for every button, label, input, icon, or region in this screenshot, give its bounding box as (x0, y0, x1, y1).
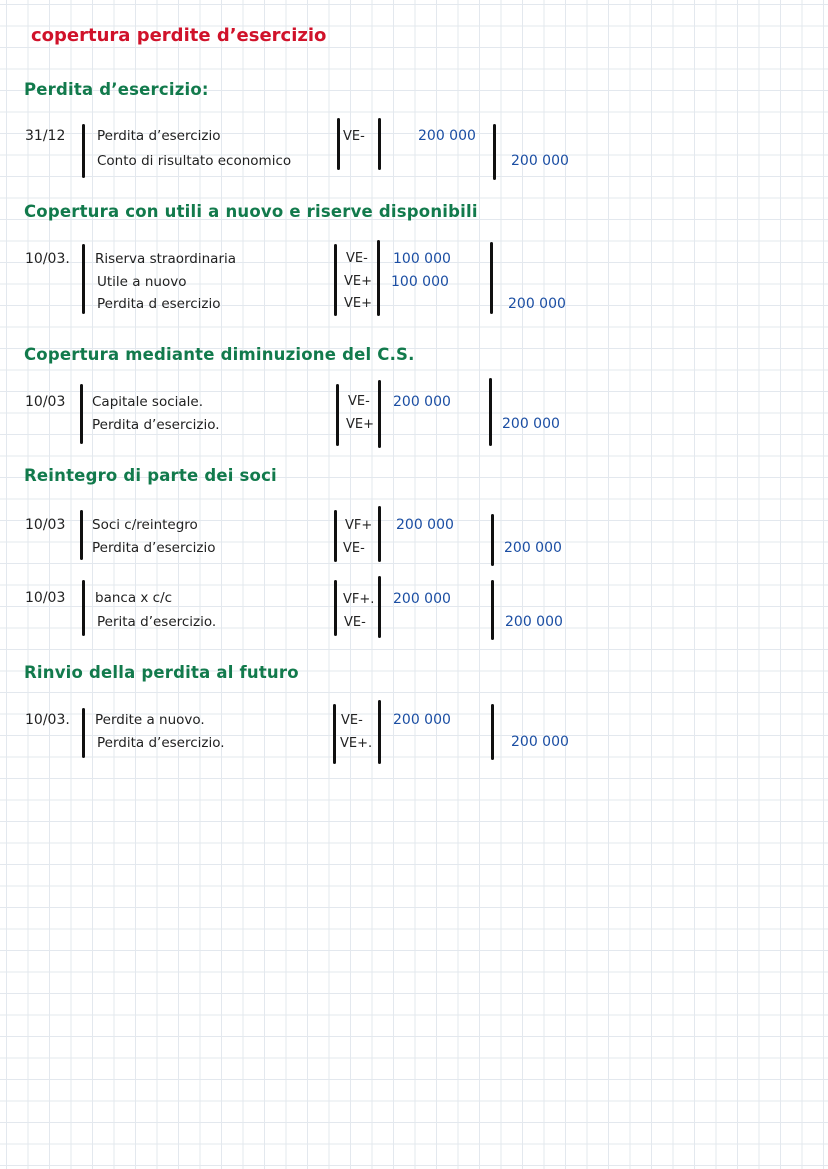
journal-divider (378, 506, 381, 562)
journal-divider (334, 580, 337, 636)
debit-amount: 100 000 (393, 251, 451, 267)
debit-amount: 200 000 (396, 517, 454, 533)
credit-amount: 200 000 (511, 734, 569, 750)
journal-divider (491, 580, 494, 640)
account-name: Perdite a nuovo. (95, 712, 205, 728)
entry-date: 10/03 (25, 590, 66, 606)
journal-divider (80, 510, 83, 560)
entry-date: 31/12 (25, 128, 66, 144)
credit-amount: 200 000 (511, 153, 569, 169)
journal-divider (489, 378, 492, 446)
journal-divider (82, 708, 85, 758)
variation-label: VE+. (340, 736, 373, 751)
variation-label: VE- (344, 615, 366, 630)
account-name: Perdita d’esercizio. (97, 735, 225, 751)
account-name: Perdita d’esercizio (97, 128, 221, 144)
journal-divider (80, 384, 83, 444)
account-name: Capitale sociale. (92, 394, 204, 410)
account-name: Perdita d’esercizio (92, 540, 216, 556)
journal-divider (491, 704, 494, 760)
account-name: Riserva straordinaria (95, 251, 237, 267)
entry-date: 10/03 (25, 517, 66, 533)
credit-amount: 200 000 (508, 296, 566, 312)
account-name: Soci c/reintegro (92, 517, 198, 533)
journal-divider (337, 118, 340, 170)
journal-divider (334, 244, 337, 316)
account-name: Perdita d’esercizio. (92, 417, 220, 433)
variation-label: VE+ (346, 417, 374, 432)
account-name: Conto di risultato economico (97, 153, 292, 169)
journal-divider (378, 576, 381, 638)
debit-amount: 100 000 (391, 274, 449, 290)
credit-amount: 200 000 (502, 416, 560, 432)
credit-amount: 200 000 (504, 540, 562, 556)
section-heading: Copertura mediante diminuzione del C.S. (24, 345, 415, 364)
variation-label: VE- (343, 129, 365, 144)
variation-label: VF+. (343, 592, 375, 607)
variation-label: VE- (346, 251, 368, 266)
journal-divider (336, 384, 339, 446)
journal-divider (491, 514, 494, 566)
variation-label: VE- (343, 541, 365, 556)
entry-date: 10/03. (25, 712, 70, 728)
journal-divider (493, 124, 496, 180)
journal-divider (82, 580, 85, 636)
journal-divider (82, 244, 85, 314)
account-name: Perita d’esercizio. (97, 614, 217, 630)
debit-amount: 200 000 (418, 128, 476, 144)
debit-amount: 200 000 (393, 712, 451, 728)
account-name: banca x c/c (95, 590, 173, 606)
credit-amount: 200 000 (505, 614, 563, 630)
section-heading: Reintegro di parte dei soci (24, 466, 277, 485)
journal-divider (334, 510, 337, 562)
variation-label: VF+ (345, 518, 373, 533)
entry-date: 10/03 (25, 394, 66, 410)
entry-date: 10/03. (25, 251, 70, 267)
journal-divider (333, 704, 336, 764)
section-heading: Rinvio della perdita al futuro (24, 663, 299, 682)
debit-amount: 200 000 (393, 394, 451, 410)
variation-label: VE+ (344, 296, 372, 311)
journal-divider (490, 242, 493, 314)
journal-divider (378, 380, 381, 448)
journal-divider (378, 700, 381, 764)
journal-divider (82, 124, 85, 178)
debit-amount: 200 000 (393, 591, 451, 607)
variation-label: VE- (341, 713, 363, 728)
section-heading: Perdita d’esercizio: (24, 80, 209, 99)
variation-label: VE+ (344, 274, 372, 289)
account-name: Perdita d esercizio (97, 296, 221, 312)
section-heading: Copertura con utili a nuovo e riserve disponibili (24, 202, 478, 221)
journal-divider (378, 118, 381, 170)
journal-divider (377, 240, 380, 316)
variation-label: VE- (348, 394, 370, 409)
page-title: copertura perdite d’esercizio (31, 25, 327, 46)
account-name: Utile a nuovo (97, 274, 187, 290)
